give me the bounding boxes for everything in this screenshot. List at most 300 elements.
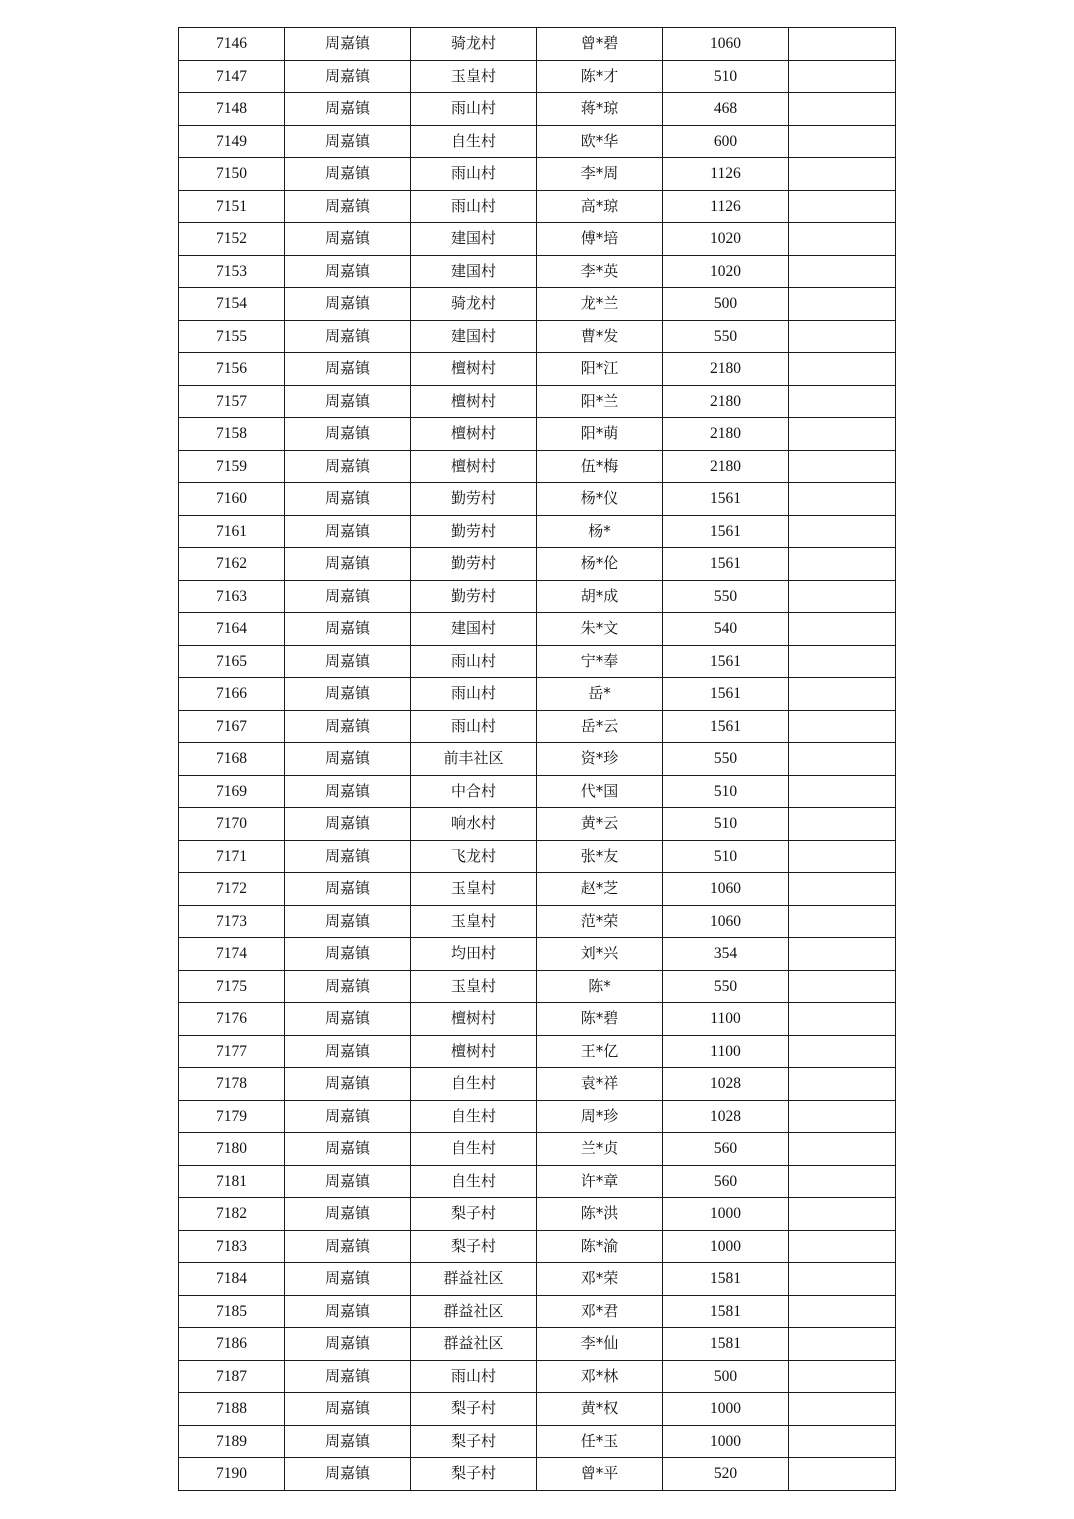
note-cell [789, 1425, 896, 1458]
village-cell: 雨山村 [411, 1360, 537, 1393]
table-row [179, 353, 896, 386]
amount-cell: 510 [663, 60, 789, 93]
village-cell: 梨子村 [411, 1198, 537, 1231]
table-row [179, 60, 896, 93]
note-cell [789, 808, 896, 841]
person-name-cell: 刘*兴 [537, 938, 663, 971]
amount-cell: 560 [663, 1133, 789, 1166]
town-cell: 周嘉镇 [285, 353, 411, 386]
table-row [179, 840, 896, 873]
serial-number-cell: 7183 [179, 1230, 285, 1263]
person-name-cell: 岳* [537, 678, 663, 711]
village-cell: 檀树村 [411, 450, 537, 483]
note-cell [789, 320, 896, 353]
town-cell: 周嘉镇 [285, 1393, 411, 1426]
town-cell: 周嘉镇 [285, 515, 411, 548]
town-cell: 周嘉镇 [285, 938, 411, 971]
amount-cell: 1581 [663, 1328, 789, 1361]
town-cell: 周嘉镇 [285, 743, 411, 776]
person-name-cell: 任*玉 [537, 1425, 663, 1458]
table-row [179, 418, 896, 451]
town-cell: 周嘉镇 [285, 1425, 411, 1458]
amount-cell: 1020 [663, 255, 789, 288]
serial-number-cell: 7153 [179, 255, 285, 288]
person-name-cell: 黄*云 [537, 808, 663, 841]
person-name-cell: 杨* [537, 515, 663, 548]
town-cell: 周嘉镇 [285, 223, 411, 256]
village-cell: 雨山村 [411, 645, 537, 678]
person-name-cell: 阳*兰 [537, 385, 663, 418]
table-row [179, 938, 896, 971]
person-name-cell: 李*周 [537, 158, 663, 191]
town-cell: 周嘉镇 [285, 93, 411, 126]
village-cell: 建国村 [411, 613, 537, 646]
amount-cell: 1126 [663, 190, 789, 223]
village-cell: 骑龙村 [411, 288, 537, 321]
amount-cell: 1581 [663, 1295, 789, 1328]
town-cell: 周嘉镇 [285, 1360, 411, 1393]
table-row [179, 1230, 896, 1263]
town-cell: 周嘉镇 [285, 1263, 411, 1296]
note-cell [789, 1068, 896, 1101]
table-row [179, 28, 896, 61]
village-cell: 群益社区 [411, 1263, 537, 1296]
note-cell [789, 223, 896, 256]
table-row [179, 743, 896, 776]
serial-number-cell: 7178 [179, 1068, 285, 1101]
note-cell [789, 1393, 896, 1426]
amount-cell: 500 [663, 288, 789, 321]
village-cell: 均田村 [411, 938, 537, 971]
town-cell: 周嘉镇 [285, 320, 411, 353]
town-cell: 周嘉镇 [285, 905, 411, 938]
serial-number-cell: 7149 [179, 125, 285, 158]
amount-cell: 2180 [663, 418, 789, 451]
person-name-cell: 李*英 [537, 255, 663, 288]
village-cell: 玉皇村 [411, 60, 537, 93]
table-row [179, 775, 896, 808]
serial-number-cell: 7147 [179, 60, 285, 93]
table-row [179, 905, 896, 938]
table-row [179, 1263, 896, 1296]
table-row [179, 548, 896, 581]
village-cell: 建国村 [411, 255, 537, 288]
serial-number-cell: 7154 [179, 288, 285, 321]
table-row [179, 158, 896, 191]
person-name-cell: 张*友 [537, 840, 663, 873]
note-cell [789, 1230, 896, 1263]
table-row [179, 1458, 896, 1491]
note-cell [789, 743, 896, 776]
amount-cell: 1000 [663, 1393, 789, 1426]
serial-number-cell: 7174 [179, 938, 285, 971]
person-name-cell: 曾*碧 [537, 28, 663, 61]
serial-number-cell: 7165 [179, 645, 285, 678]
town-cell: 周嘉镇 [285, 1100, 411, 1133]
note-cell [789, 678, 896, 711]
note-cell [789, 970, 896, 1003]
table-row [179, 93, 896, 126]
person-name-cell: 陈*洪 [537, 1198, 663, 1231]
amount-cell: 1561 [663, 678, 789, 711]
amount-cell: 540 [663, 613, 789, 646]
table-row [179, 288, 896, 321]
village-cell: 檀树村 [411, 385, 537, 418]
note-cell [789, 483, 896, 516]
note-cell [789, 158, 896, 191]
village-cell: 勤劳村 [411, 580, 537, 613]
village-cell: 群益社区 [411, 1328, 537, 1361]
table-row [179, 125, 896, 158]
serial-number-cell: 7166 [179, 678, 285, 711]
serial-number-cell: 7181 [179, 1165, 285, 1198]
amount-cell: 1020 [663, 223, 789, 256]
person-name-cell: 欧*华 [537, 125, 663, 158]
town-cell: 周嘉镇 [285, 1165, 411, 1198]
person-name-cell: 胡*成 [537, 580, 663, 613]
serial-number-cell: 7176 [179, 1003, 285, 1036]
person-name-cell: 资*珍 [537, 743, 663, 776]
town-cell: 周嘉镇 [285, 1003, 411, 1036]
amount-cell: 1561 [663, 645, 789, 678]
note-cell [789, 645, 896, 678]
person-name-cell: 兰*贞 [537, 1133, 663, 1166]
amount-cell: 1060 [663, 905, 789, 938]
amount-cell: 1126 [663, 158, 789, 191]
village-cell: 勤劳村 [411, 483, 537, 516]
note-cell [789, 1100, 896, 1133]
town-cell: 周嘉镇 [285, 873, 411, 906]
table-row [179, 1393, 896, 1426]
amount-cell: 1581 [663, 1263, 789, 1296]
town-cell: 周嘉镇 [285, 613, 411, 646]
note-cell [789, 840, 896, 873]
village-cell: 中合村 [411, 775, 537, 808]
amount-cell: 550 [663, 743, 789, 776]
note-cell [789, 288, 896, 321]
town-cell: 周嘉镇 [285, 385, 411, 418]
amount-cell: 500 [663, 1360, 789, 1393]
person-name-cell: 王*亿 [537, 1035, 663, 1068]
village-cell: 自生村 [411, 1100, 537, 1133]
serial-number-cell: 7173 [179, 905, 285, 938]
village-cell: 建国村 [411, 320, 537, 353]
note-cell [789, 60, 896, 93]
town-cell: 周嘉镇 [285, 483, 411, 516]
amount-cell: 2180 [663, 385, 789, 418]
serial-number-cell: 7157 [179, 385, 285, 418]
table-row [179, 580, 896, 613]
table-row [179, 613, 896, 646]
table-row [179, 1068, 896, 1101]
village-cell: 群益社区 [411, 1295, 537, 1328]
serial-number-cell: 7159 [179, 450, 285, 483]
person-name-cell: 邓*君 [537, 1295, 663, 1328]
amount-cell: 1000 [663, 1230, 789, 1263]
serial-number-cell: 7177 [179, 1035, 285, 1068]
serial-number-cell: 7171 [179, 840, 285, 873]
village-cell: 前丰社区 [411, 743, 537, 776]
person-name-cell: 阳*萌 [537, 418, 663, 451]
town-cell: 周嘉镇 [285, 1198, 411, 1231]
table-row [179, 808, 896, 841]
table-row [179, 483, 896, 516]
person-name-cell: 岳*云 [537, 710, 663, 743]
table-row [179, 320, 896, 353]
town-cell: 周嘉镇 [285, 548, 411, 581]
town-cell: 周嘉镇 [285, 1068, 411, 1101]
amount-cell: 560 [663, 1165, 789, 1198]
note-cell [789, 1360, 896, 1393]
serial-number-cell: 7152 [179, 223, 285, 256]
town-cell: 周嘉镇 [285, 840, 411, 873]
note-cell [789, 613, 896, 646]
amount-cell: 1060 [663, 28, 789, 61]
amount-cell: 468 [663, 93, 789, 126]
records-table-body [179, 28, 896, 1491]
table-row [179, 1035, 896, 1068]
person-name-cell: 陈*碧 [537, 1003, 663, 1036]
person-name-cell: 曹*发 [537, 320, 663, 353]
town-cell: 周嘉镇 [285, 775, 411, 808]
town-cell: 周嘉镇 [285, 158, 411, 191]
note-cell [789, 905, 896, 938]
amount-cell: 1028 [663, 1100, 789, 1133]
table-row [179, 1360, 896, 1393]
serial-number-cell: 7148 [179, 93, 285, 126]
village-cell: 骑龙村 [411, 28, 537, 61]
serial-number-cell: 7179 [179, 1100, 285, 1133]
note-cell [789, 125, 896, 158]
serial-number-cell: 7146 [179, 28, 285, 61]
amount-cell: 1000 [663, 1198, 789, 1231]
village-cell: 檀树村 [411, 418, 537, 451]
town-cell: 周嘉镇 [285, 60, 411, 93]
village-cell: 玉皇村 [411, 905, 537, 938]
town-cell: 周嘉镇 [285, 255, 411, 288]
town-cell: 周嘉镇 [285, 1133, 411, 1166]
table-row [179, 710, 896, 743]
town-cell: 周嘉镇 [285, 1035, 411, 1068]
note-cell [789, 93, 896, 126]
table-row [179, 1165, 896, 1198]
table-row [179, 645, 896, 678]
serial-number-cell: 7186 [179, 1328, 285, 1361]
person-name-cell: 许*章 [537, 1165, 663, 1198]
village-cell: 雨山村 [411, 93, 537, 126]
town-cell: 周嘉镇 [285, 580, 411, 613]
serial-number-cell: 7188 [179, 1393, 285, 1426]
person-name-cell: 蒋*琼 [537, 93, 663, 126]
amount-cell: 1060 [663, 873, 789, 906]
amount-cell: 1561 [663, 710, 789, 743]
table-row [179, 190, 896, 223]
table-row [179, 970, 896, 1003]
note-cell [789, 1035, 896, 1068]
amount-cell: 550 [663, 580, 789, 613]
village-cell: 梨子村 [411, 1393, 537, 1426]
serial-number-cell: 7168 [179, 743, 285, 776]
person-name-cell: 代*国 [537, 775, 663, 808]
village-cell: 玉皇村 [411, 970, 537, 1003]
note-cell [789, 1003, 896, 1036]
note-cell [789, 1198, 896, 1231]
person-name-cell: 陈*才 [537, 60, 663, 93]
table-row [179, 1295, 896, 1328]
amount-cell: 1561 [663, 515, 789, 548]
note-cell [789, 1263, 896, 1296]
note-cell [789, 28, 896, 61]
note-cell [789, 1458, 896, 1491]
table-row [179, 223, 896, 256]
village-cell: 雨山村 [411, 158, 537, 191]
table-row [179, 385, 896, 418]
person-name-cell: 高*琼 [537, 190, 663, 223]
town-cell: 周嘉镇 [285, 450, 411, 483]
person-name-cell: 周*珍 [537, 1100, 663, 1133]
serial-number-cell: 7150 [179, 158, 285, 191]
table-row [179, 1133, 896, 1166]
village-cell: 檀树村 [411, 1035, 537, 1068]
serial-number-cell: 7189 [179, 1425, 285, 1458]
amount-cell: 1100 [663, 1035, 789, 1068]
village-cell: 自生村 [411, 1068, 537, 1101]
village-cell: 檀树村 [411, 353, 537, 386]
town-cell: 周嘉镇 [285, 808, 411, 841]
village-cell: 自生村 [411, 125, 537, 158]
note-cell [789, 1165, 896, 1198]
amount-cell: 1000 [663, 1425, 789, 1458]
village-cell: 檀树村 [411, 1003, 537, 1036]
town-cell: 周嘉镇 [285, 970, 411, 1003]
person-name-cell: 杨*伦 [537, 548, 663, 581]
town-cell: 周嘉镇 [285, 190, 411, 223]
serial-number-cell: 7175 [179, 970, 285, 1003]
note-cell [789, 418, 896, 451]
village-cell: 飞龙村 [411, 840, 537, 873]
amount-cell: 600 [663, 125, 789, 158]
amount-cell: 1100 [663, 1003, 789, 1036]
note-cell [789, 385, 896, 418]
amount-cell: 2180 [663, 353, 789, 386]
person-name-cell: 袁*祥 [537, 1068, 663, 1101]
amount-cell: 550 [663, 970, 789, 1003]
serial-number-cell: 7151 [179, 190, 285, 223]
table-row [179, 1003, 896, 1036]
town-cell: 周嘉镇 [285, 1295, 411, 1328]
amount-cell: 510 [663, 775, 789, 808]
amount-cell: 2180 [663, 450, 789, 483]
town-cell: 周嘉镇 [285, 288, 411, 321]
village-cell: 雨山村 [411, 678, 537, 711]
person-name-cell: 李*仙 [537, 1328, 663, 1361]
note-cell [789, 548, 896, 581]
amount-cell: 1561 [663, 483, 789, 516]
amount-cell: 1561 [663, 548, 789, 581]
amount-cell: 354 [663, 938, 789, 971]
person-name-cell: 赵*芝 [537, 873, 663, 906]
table-row [179, 1425, 896, 1458]
amount-cell: 550 [663, 320, 789, 353]
village-cell: 自生村 [411, 1165, 537, 1198]
serial-number-cell: 7162 [179, 548, 285, 581]
serial-number-cell: 7180 [179, 1133, 285, 1166]
village-cell: 勤劳村 [411, 515, 537, 548]
note-cell [789, 515, 896, 548]
note-cell [789, 580, 896, 613]
person-name-cell: 曾*平 [537, 1458, 663, 1491]
note-cell [789, 710, 896, 743]
note-cell [789, 353, 896, 386]
note-cell [789, 1133, 896, 1166]
village-cell: 梨子村 [411, 1425, 537, 1458]
town-cell: 周嘉镇 [285, 710, 411, 743]
table-row [179, 873, 896, 906]
table-row [179, 1100, 896, 1133]
note-cell [789, 450, 896, 483]
person-name-cell: 黄*权 [537, 1393, 663, 1426]
serial-number-cell: 7164 [179, 613, 285, 646]
village-cell: 玉皇村 [411, 873, 537, 906]
table-row [179, 1328, 896, 1361]
village-cell: 建国村 [411, 223, 537, 256]
records-table [178, 27, 896, 1491]
note-cell [789, 873, 896, 906]
serial-number-cell: 7155 [179, 320, 285, 353]
village-cell: 雨山村 [411, 710, 537, 743]
village-cell: 勤劳村 [411, 548, 537, 581]
serial-number-cell: 7185 [179, 1295, 285, 1328]
town-cell: 周嘉镇 [285, 1230, 411, 1263]
table-row [179, 678, 896, 711]
serial-number-cell: 7167 [179, 710, 285, 743]
serial-number-cell: 7163 [179, 580, 285, 613]
person-name-cell: 杨*仪 [537, 483, 663, 516]
serial-number-cell: 7190 [179, 1458, 285, 1491]
note-cell [789, 938, 896, 971]
town-cell: 周嘉镇 [285, 1328, 411, 1361]
amount-cell: 1028 [663, 1068, 789, 1101]
amount-cell: 510 [663, 840, 789, 873]
serial-number-cell: 7160 [179, 483, 285, 516]
town-cell: 周嘉镇 [285, 645, 411, 678]
note-cell [789, 255, 896, 288]
village-cell: 雨山村 [411, 190, 537, 223]
person-name-cell: 陈* [537, 970, 663, 1003]
serial-number-cell: 7172 [179, 873, 285, 906]
village-cell: 自生村 [411, 1133, 537, 1166]
person-name-cell: 阳*江 [537, 353, 663, 386]
person-name-cell: 陈*渝 [537, 1230, 663, 1263]
serial-number-cell: 7161 [179, 515, 285, 548]
village-cell: 梨子村 [411, 1230, 537, 1263]
note-cell [789, 190, 896, 223]
amount-cell: 520 [663, 1458, 789, 1491]
serial-number-cell: 7170 [179, 808, 285, 841]
amount-cell: 510 [663, 808, 789, 841]
table-row [179, 255, 896, 288]
person-name-cell: 邓*荣 [537, 1263, 663, 1296]
note-cell [789, 775, 896, 808]
serial-number-cell: 7169 [179, 775, 285, 808]
serial-number-cell: 7156 [179, 353, 285, 386]
person-name-cell: 范*荣 [537, 905, 663, 938]
village-cell: 梨子村 [411, 1458, 537, 1491]
town-cell: 周嘉镇 [285, 28, 411, 61]
town-cell: 周嘉镇 [285, 125, 411, 158]
table-row [179, 515, 896, 548]
serial-number-cell: 7184 [179, 1263, 285, 1296]
